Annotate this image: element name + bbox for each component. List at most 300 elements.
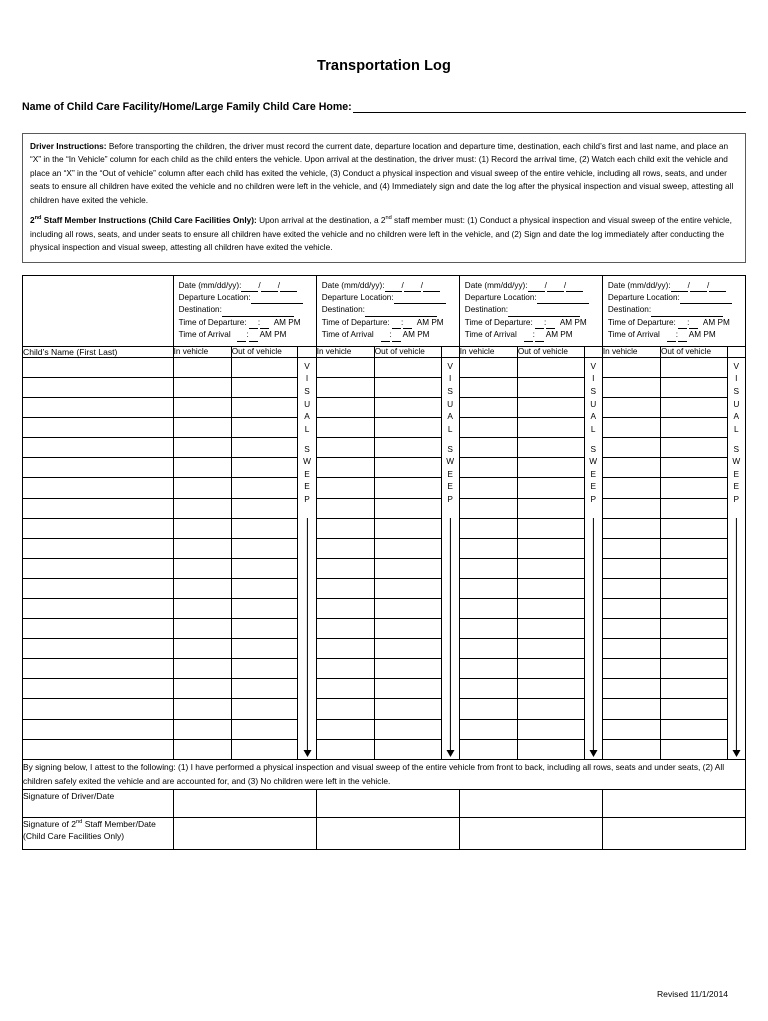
out-of-vehicle-cell[interactable] [660,357,727,377]
out-of-vehicle-cell[interactable] [517,719,584,739]
visual-sweep-arrow [732,518,741,757]
in-vehicle-cell[interactable] [459,418,517,438]
table-row [23,598,746,618]
out-of-vehicle-cell[interactable] [660,478,727,498]
in-vehicle-cell[interactable] [316,578,374,598]
sweep-letter: V [304,360,310,371]
sweep-letter: P [733,493,740,504]
trip-time-of-arrival-field[interactable]: Time of Arrival : AM PM [322,329,455,341]
trip-departure-location-field[interactable] [322,292,455,304]
in-vehicle-cell[interactable] [602,377,660,397]
table-row [23,458,746,478]
in-vehicle-cell[interactable] [316,679,374,699]
out-of-vehicle-cell[interactable] [517,739,584,759]
trip-destination-field[interactable] [179,304,312,316]
driver-signature-cell-1[interactable] [173,789,316,817]
in-vehicle-cell[interactable] [173,438,231,458]
in-vehicle-cell[interactable] [602,357,660,377]
out-of-vehicle-cell[interactable] [231,498,298,518]
out-of-vehicle-cell[interactable] [374,679,441,699]
in-vehicle-cell[interactable] [173,659,231,679]
trip-time-of-departure-field[interactable]: Time of Departure: : AM PM [179,317,312,329]
in-vehicle-cell[interactable] [459,659,517,679]
in-vehicle-cell[interactable] [602,558,660,578]
facility-name-input-rule[interactable] [353,101,746,113]
table-row [23,619,746,639]
sweep-letter: V [590,360,596,371]
out-of-vehicle-cell[interactable] [374,619,441,639]
out-of-vehicle-cell[interactable] [660,398,727,418]
child-name-cell[interactable] [23,438,174,458]
table-row [23,478,746,498]
trip-time-of-departure-label: Time of Departure: [464,317,533,327]
in-vehicle-cell[interactable] [602,418,660,438]
out-of-vehicle-cell[interactable] [374,357,441,377]
in-vehicle-cell[interactable] [316,719,374,739]
out-of-vehicle-cell[interactable] [231,719,298,739]
out-of-vehicle-cell[interactable] [660,458,727,478]
in-vehicle-cell[interactable] [173,598,231,618]
in-vehicle-cell[interactable] [316,518,374,538]
in-vehicle-cell[interactable] [173,639,231,659]
out-of-vehicle-cell[interactable] [517,498,584,518]
sweep-letter: P [590,493,596,504]
trip-departure-location-label: Departure Location: [607,292,680,302]
staff-instructions-label [30,215,257,225]
out-of-vehicle-cell[interactable] [374,598,441,618]
in-vehicle-cell[interactable] [459,518,517,538]
facility-name-label: Name of Child Care Facility/Home/Large Family Child Care Home: [22,101,352,113]
sweep-letter: A [590,411,596,422]
in-vehicle-cell[interactable] [173,578,231,598]
in-vehicle-cell[interactable] [316,377,374,397]
visual-sweep-arrow [589,518,598,757]
child-name-cell[interactable] [23,598,174,618]
corner-blank-cell [23,275,174,346]
in-vehicle-cell[interactable] [173,418,231,438]
trip-departure-location-field[interactable] [465,292,598,304]
in-vehicle-cell[interactable] [459,739,517,759]
staff-text-ordinal: nd [385,215,392,222]
child-name-cell[interactable] [23,659,174,679]
out-of-vehicle-cell[interactable] [660,699,727,719]
sweep-letter: S [733,386,740,397]
out-of-vehicle-cell[interactable] [517,377,584,397]
in-vehicle-cell[interactable] [316,659,374,679]
in-vehicle-cell[interactable] [602,598,660,618]
in-vehicle-cell[interactable] [316,438,374,458]
trip-time-of-departure-label: Time of Departure: [321,317,390,327]
attestation-row [23,759,746,789]
in-vehicle-cell[interactable] [602,518,660,538]
trip-header-fields [603,276,745,346]
trip-destination-label: Destination: [607,305,652,315]
in-vehicle-cell[interactable] [316,639,374,659]
sweep-letter: U [733,398,740,409]
in-vehicle-cell[interactable] [173,458,231,478]
sweep-letter: E [590,468,596,479]
trip-date-field[interactable]: Date (mm/dd/yy): / / [322,280,455,292]
out-of-vehicle-cell[interactable] [517,357,584,377]
trip-time-of-departure-field[interactable]: Time of Departure: : AM PM [322,317,455,329]
in-vehicle-cell[interactable] [459,438,517,458]
in-vehicle-cell[interactable] [173,377,231,397]
table-row [23,518,746,538]
child-name-cell[interactable] [23,398,174,418]
in-vehicle-cell[interactable] [459,619,517,639]
out-of-vehicle-cell[interactable] [374,498,441,518]
trip-time-of-departure-label: Time of Departure: [607,317,676,327]
out-of-vehicle-cell[interactable] [374,398,441,418]
out-of-vehicle-cell[interactable] [374,518,441,538]
out-of-vehicle-cell[interactable] [660,659,727,679]
child-name-cell[interactable] [23,679,174,699]
out-of-vehicle-cell[interactable] [231,518,298,538]
child-name-cell[interactable] [23,418,174,438]
trip-destination-field[interactable] [465,304,598,316]
in-vehicle-cell[interactable] [459,398,517,418]
sweep-letter: E [304,481,310,492]
in-vehicle-cell[interactable] [602,719,660,739]
visual-sweep-column-3 [584,357,602,759]
sweep-letter: E [733,468,740,479]
in-vehicle-cell[interactable] [316,538,374,558]
out-of-vehicle-cell[interactable] [517,699,584,719]
visual-sweep-column-1 [298,357,316,759]
staff-signature-cell-4[interactable] [602,817,745,849]
in-vehicle-cell[interactable] [459,558,517,578]
out-of-vehicle-cell[interactable] [517,458,584,478]
sweep-letter: L [304,423,310,434]
in-vehicle-cell[interactable] [173,478,231,498]
visual-sweep-letters [728,360,745,506]
sweep-letter: I [305,373,309,384]
out-of-vehicle-cell[interactable] [517,619,584,639]
in-vehicle-cell[interactable] [602,398,660,418]
trip-date-field[interactable]: Date (mm/dd/yy): / / [179,280,312,292]
child-name-cell[interactable] [23,558,174,578]
sweep-letter: A [304,411,310,422]
out-of-vehicle-cell[interactable] [660,377,727,397]
out-of-vehicle-cell[interactable] [374,458,441,478]
out-of-vehicle-cell[interactable] [660,438,727,458]
table-row [23,377,746,397]
trip-departure-location-field[interactable] [608,292,741,304]
in-vehicle-cell[interactable] [459,578,517,598]
out-of-vehicle-cell[interactable] [660,719,727,739]
table-row [23,538,746,558]
out-of-vehicle-cell[interactable] [660,739,727,759]
child-name-cell[interactable] [23,639,174,659]
child-name-cell[interactable] [23,498,174,518]
out-of-vehicle-cell[interactable] [231,659,298,679]
sweep-letter: U [447,398,454,409]
in-vehicle-cell[interactable] [602,679,660,699]
out-of-vehicle-cell[interactable] [231,619,298,639]
sweep-letter: L [590,423,596,434]
in-vehicle-cell[interactable] [173,398,231,418]
visual-sweep-arrow [446,518,455,757]
in-vehicle-cell[interactable] [602,659,660,679]
out-of-vehicle-cell[interactable] [660,498,727,518]
trip-time-of-departure-field[interactable]: Time of Departure: : AM PM [608,317,741,329]
out-of-vehicle-cell[interactable] [374,578,441,598]
in-vehicle-cell[interactable] [173,538,231,558]
in-vehicle-cell[interactable] [316,418,374,438]
child-name-cell[interactable] [23,538,174,558]
in-vehicle-cell[interactable] [602,619,660,639]
in-vehicle-cell[interactable] [173,679,231,699]
out-of-vehicle-cell[interactable] [517,478,584,498]
in-vehicle-cell[interactable] [316,498,374,518]
sweep-letter: I [735,373,738,384]
sweep-letter: L [447,423,453,434]
out-of-vehicle-cell[interactable] [231,377,298,397]
in-vehicle-cell[interactable] [316,558,374,578]
in-vehicle-cell[interactable] [459,719,517,739]
child-name-cell[interactable] [23,578,174,598]
out-of-vehicle-cell[interactable] [231,679,298,699]
out-of-vehicle-cell[interactable] [517,398,584,418]
out-of-vehicle-cell[interactable] [374,418,441,438]
out-of-vehicle-cell[interactable] [517,598,584,618]
sweep-letter: P [304,493,310,504]
out-of-vehicle-cell[interactable] [517,679,584,699]
in-vehicle-cell[interactable] [602,578,660,598]
visual-sweep-letters [442,360,459,506]
in-vehicle-cell[interactable] [459,377,517,397]
visual-sweep-column-2 [441,357,459,759]
child-name-cell[interactable] [23,357,174,377]
in-vehicle-cell[interactable] [173,357,231,377]
in-vehicle-cell[interactable] [459,478,517,498]
driver-instructions-text: Before transporting the children, the driver must record the current date, departure location and departure time, destination, each child’s first and last name, and place an “X” in the “In Vehicle” column for each child as the child enters the vehicle. Upon arrival at the destination, the driver must: (1) Record the arrival time, (2) Watch each child exit the vehicle and place an “X” in the “Out of vehicle” column after each child has exited the vehicle, (3) Conduct a physical inspection and visual sweep of the entire vehicle, including all rows, seats, and under seats to ensure all children have exited the vehicle and no children were left in the vehicle, and (4) Immediately sign and date the log after the physical inspection and visual sweep, attesting all children have exited the vehicle. [30,141,734,205]
out-of-vehicle-cell[interactable] [374,699,441,719]
out-of-vehicle-cell[interactable] [660,578,727,598]
out-of-vehicle-cell[interactable] [517,438,584,458]
trip-time-of-arrival-field[interactable]: Time of Arrival : AM PM [465,329,598,341]
out-of-vehicle-cell[interactable] [231,478,298,498]
trip-date-label: Date (mm/dd/yy): [464,280,528,290]
in-vehicle-cell[interactable] [316,619,374,639]
sweep-letter: S [304,386,310,397]
trip-departure-location-label: Departure Location: [178,292,251,302]
table-row [23,398,746,418]
child-name-cell[interactable] [23,518,174,538]
out-of-vehicle-cell[interactable] [660,518,727,538]
sweep-letter: U [304,398,311,409]
sweep-letter: S [304,443,310,454]
trip-destination-field[interactable] [608,304,741,316]
out-of-vehicle-cell[interactable] [231,639,298,659]
out-of-vehicle-cell[interactable] [231,739,298,759]
out-of-vehicle-cell[interactable] [374,719,441,739]
in-vehicle-cell[interactable] [316,357,374,377]
in-vehicle-cell[interactable] [459,598,517,618]
out-of-vehicle-cell[interactable] [517,418,584,438]
driver-signature-cell-4[interactable] [602,789,745,817]
trip-destination-label: Destination: [321,305,365,315]
out-of-vehicle-cell[interactable] [374,659,441,679]
sweep-header-1 [298,346,316,357]
trip-date-field[interactable]: Date (mm/dd/yy): / / [608,280,741,292]
out-of-vehicle-cell[interactable] [517,578,584,598]
child-name-cell[interactable] [23,699,174,719]
transportation-log-table [22,275,746,850]
staff-signature-cell-3[interactable] [459,817,602,849]
trip-destination-label: Destination: [464,305,509,315]
child-name-cell[interactable] [23,478,174,498]
in-vehicle-cell[interactable] [173,518,231,538]
trip-departure-location-field[interactable] [179,292,312,304]
out-of-vehicle-cell[interactable] [231,699,298,719]
trip-header-cell-1 [173,275,316,346]
facility-name-field [22,101,746,113]
in-vehicle-cell[interactable] [459,498,517,518]
trip-destination-label: Destination: [178,305,222,315]
out-of-vehicle-cell[interactable] [517,659,584,679]
staff-text-b: staff member must: (1) Conduct a physical inspection and visual sweep of the entire vehicle, including all rows, seats, and under seats to ensure all children have exited the vehicle and no children were left in the vehicle, and (2) Sign and date the log immediately after conducting the physical inspection and visual sweep, attesting all children have exited the vehicle. [30,215,732,253]
in-vehicle-cell[interactable] [459,357,517,377]
sweep-letter: S [733,443,740,454]
in-vehicle-cell[interactable] [173,619,231,639]
sweep-letter: E [590,481,596,492]
in-vehicle-cell[interactable] [602,639,660,659]
table-row [23,438,746,458]
sweep-letter-gap [298,436,315,443]
sweep-letter: P [447,493,453,504]
out-of-vehicle-cell[interactable] [660,418,727,438]
in-vehicle-cell[interactable] [602,498,660,518]
in-vehicle-cell[interactable] [459,458,517,478]
in-vehicle-cell[interactable] [316,598,374,618]
in-vehicle-cell[interactable] [173,719,231,739]
driver-signature-cell-2[interactable] [316,789,459,817]
trip-destination-field[interactable] [322,304,455,316]
driver-signature-row [23,789,746,817]
trip-date-field[interactable]: Date (mm/dd/yy): / / [465,280,598,292]
out-of-vehicle-cell[interactable] [660,558,727,578]
trip-time-of-arrival-field[interactable]: Time of Arrival : AM PM [608,329,741,341]
out-of-vehicle-cell[interactable] [660,679,727,699]
in-vehicle-cell[interactable] [602,739,660,759]
sweep-letter: S [590,443,596,454]
out-of-vehicle-header-4: Out of vehicle [660,346,727,357]
staff-label-ordinal: nd [34,215,42,222]
trip-time-of-arrival-label: Time of Arrival [607,330,660,340]
out-of-vehicle-cell[interactable] [660,619,727,639]
out-of-vehicle-cell[interactable] [231,357,298,377]
in-vehicle-cell[interactable] [173,699,231,719]
out-of-vehicle-cell[interactable] [517,518,584,538]
out-of-vehicle-cell[interactable] [374,739,441,759]
child-name-cell[interactable] [23,377,174,397]
child-name-cell[interactable] [23,458,174,478]
out-of-vehicle-cell[interactable] [374,478,441,498]
in-vehicle-cell[interactable] [316,478,374,498]
in-vehicle-cell[interactable] [173,558,231,578]
trip-header-fields [317,276,459,346]
out-of-vehicle-cell[interactable] [231,398,298,418]
trip-header-cell-4 [602,275,745,346]
out-of-vehicle-cell[interactable] [374,377,441,397]
out-of-vehicle-cell[interactable] [231,458,298,478]
trip-time-of-departure-label: Time of Departure: [178,317,247,327]
out-of-vehicle-cell[interactable] [660,598,727,618]
out-of-vehicle-cell[interactable] [231,578,298,598]
sweep-letter: A [447,411,453,422]
out-of-vehicle-cell[interactable] [374,558,441,578]
driver-signature-cell-3[interactable] [459,789,602,817]
staff-signature-cell-2[interactable] [316,817,459,849]
in-vehicle-cell[interactable] [173,498,231,518]
out-of-vehicle-cell[interactable] [517,639,584,659]
in-vehicle-cell[interactable] [316,398,374,418]
out-of-vehicle-cell[interactable] [660,639,727,659]
in-vehicle-cell[interactable] [459,639,517,659]
trip-time-of-arrival-field[interactable]: Time of Arrival : AM PM [179,329,312,341]
trip-time-of-departure-field[interactable]: Time of Departure: : AM PM [465,317,598,329]
out-of-vehicle-cell[interactable] [231,538,298,558]
out-of-vehicle-cell[interactable] [231,438,298,458]
out-of-vehicle-cell[interactable] [517,538,584,558]
table-row [23,418,746,438]
in-vehicle-cell[interactable] [602,699,660,719]
page-title: Transportation Log [317,58,451,74]
table-row [23,699,746,719]
child-name-cell[interactable] [23,619,174,639]
child-name-cell[interactable] [23,739,174,759]
in-vehicle-cell[interactable] [602,438,660,458]
out-of-vehicle-cell[interactable] [374,538,441,558]
table-row [23,659,746,679]
in-vehicle-cell[interactable] [316,739,374,759]
out-of-vehicle-cell[interactable] [231,598,298,618]
out-of-vehicle-cell[interactable] [231,418,298,438]
child-name-column-header: Child’s Name (First Last) [23,346,174,357]
staff-signature-cell-1[interactable] [173,817,316,849]
in-vehicle-cell[interactable] [602,458,660,478]
out-of-vehicle-cell[interactable] [660,538,727,558]
in-vehicle-cell[interactable] [459,538,517,558]
in-vehicle-cell[interactable] [173,739,231,759]
out-of-vehicle-cell[interactable] [374,438,441,458]
in-vehicle-cell[interactable] [459,679,517,699]
in-vehicle-cell[interactable] [602,538,660,558]
sweep-letter: W [446,456,455,467]
trip-departure-location-label: Departure Location: [321,292,394,302]
out-of-vehicle-cell[interactable] [517,558,584,578]
out-of-vehicle-cell[interactable] [374,639,441,659]
trip-departure-location-label: Departure Location: [464,292,537,302]
staff-text-a: Upon arrival at the destination, a 2 [256,215,386,226]
in-vehicle-cell[interactable] [316,699,374,719]
out-of-vehicle-cell[interactable] [231,558,298,578]
in-vehicle-cell[interactable] [316,458,374,478]
trip-time-of-arrival-label: Time of Arrival [464,330,517,340]
trip-time-of-arrival-label: Time of Arrival [321,330,374,340]
in-vehicle-cell[interactable] [602,478,660,498]
in-vehicle-cell[interactable] [459,699,517,719]
out-of-vehicle-header-1: Out of vehicle [231,346,298,357]
table-row [23,357,746,377]
table-row [23,639,746,659]
out-of-vehicle-header-2: Out of vehicle [374,346,441,357]
staff-label-rest: Staff Member Instructions (Child Care Facilities Only): [41,215,257,226]
sweep-letter: S [447,386,453,397]
sweep-header-2 [441,346,459,357]
child-name-cell[interactable] [23,719,174,739]
